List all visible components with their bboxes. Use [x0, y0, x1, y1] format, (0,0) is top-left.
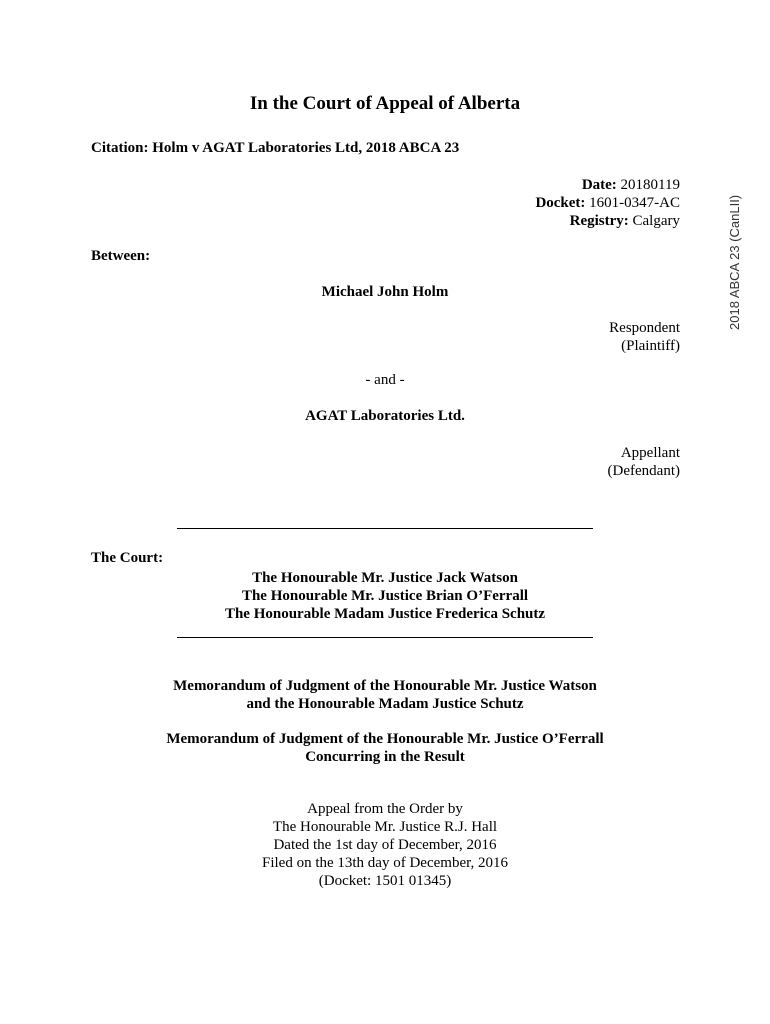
memorandum-line: Memorandum of Judgment of the Honourable Mr. Justice Watson: [173, 678, 597, 694]
docket-line: [535, 194, 680, 212]
memorandum-majority: [0, 677, 770, 713]
respondent-subrole-label: (Plaintiff): [621, 338, 680, 354]
date-label: Date:: [581, 177, 617, 193]
memorandum-concurring: [0, 730, 770, 766]
respondent-name: Michael John Holm: [321, 284, 449, 300]
divider-bottom: [177, 637, 593, 638]
registry-label: Registry:: [569, 213, 629, 229]
respondent-role-label: Respondent: [609, 320, 680, 336]
memorandum-line: Memorandum of Judgment of the Honourable Mr. Justice O’Ferrall: [166, 731, 604, 747]
watermark-text: 2018 ABCA 23 (CanLII): [727, 194, 742, 330]
court-label: The Court:: [91, 550, 164, 566]
appellant-subrole-label: (Defendant): [607, 463, 680, 479]
divider-top: [177, 528, 593, 529]
date-line: [535, 176, 680, 194]
registry-value: Calgary: [632, 213, 680, 229]
justices-list: [0, 569, 770, 623]
justice-item: The Honourable Mr. Justice Jack Watson: [252, 570, 518, 586]
between-label: Between:: [91, 248, 151, 264]
appellant-role-label: Appellant: [620, 445, 680, 461]
appeal-line: Appeal from the Order by: [307, 801, 463, 817]
citation: [91, 140, 459, 157]
appeal-line: Filed on the 13th day of December, 2016: [261, 855, 508, 871]
page-title: In the Court of Appeal of Alberta: [249, 93, 521, 114]
memorandum-line: Concurring in the Result: [305, 749, 465, 765]
appeal-details: [0, 800, 770, 890]
justice-item: The Honourable Mr. Justice Brian O’Ferrall: [241, 588, 529, 604]
memorandum-line: and the Honourable Madam Justice Schutz: [246, 696, 524, 712]
appeal-line: Dated the 1st day of December, 2016: [273, 837, 497, 853]
case-metadata: [535, 176, 680, 230]
appellant-role: [608, 444, 680, 480]
docket-value: 1601-0347-AC: [589, 195, 680, 211]
justice-item: The Honourable Madam Justice Frederica Schutz: [224, 606, 546, 622]
appellant-name: AGAT Laboratories Ltd.: [305, 408, 465, 424]
appeal-line: The Honourable Mr. Justice R.J. Hall: [272, 819, 498, 835]
and-separator: - and -: [365, 372, 405, 388]
date-value: 20180119: [620, 177, 680, 193]
citation-value: Holm v AGAT Laboratories Ltd, 2018 ABCA 23: [152, 140, 460, 156]
citation-label: Citation:: [91, 140, 149, 156]
docket-label: Docket:: [535, 195, 586, 211]
registry-line: [535, 212, 680, 230]
respondent-role: [609, 319, 680, 355]
appeal-line: (Docket: 1501 01345): [318, 873, 452, 889]
